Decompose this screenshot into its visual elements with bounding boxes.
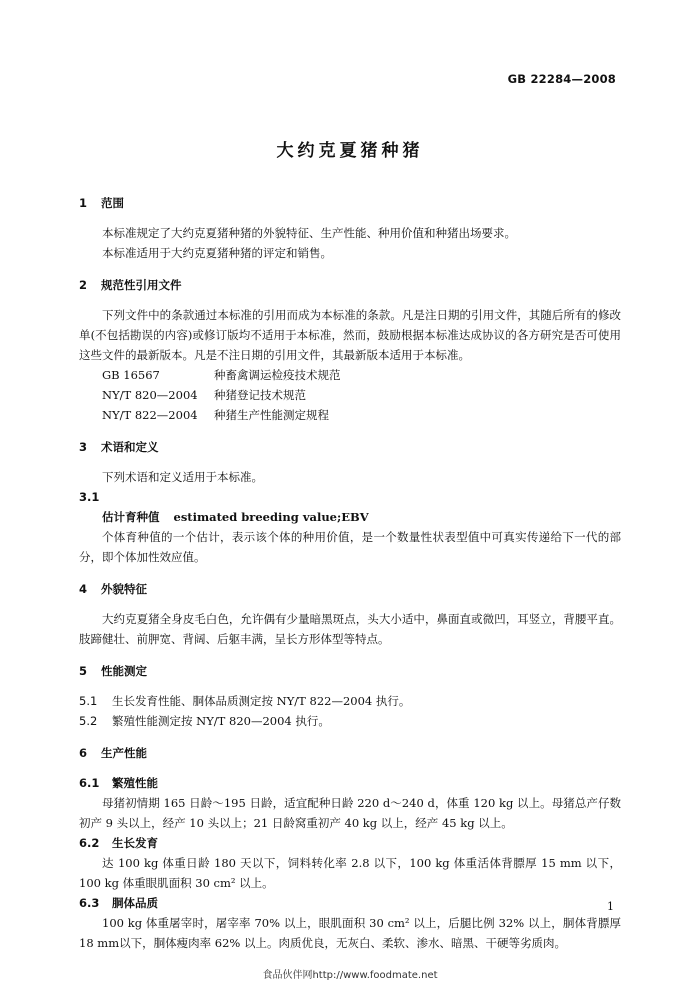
section-1-paragraph-2: 本标准适用于大约克夏猪种猪的评定和销售。 bbox=[102, 246, 332, 260]
term-entry bbox=[79, 507, 621, 527]
reference-item: GB 16567 种畜禽调运检疫技术规范 bbox=[102, 368, 341, 382]
section-5-heading: 5 性能测定 bbox=[79, 664, 147, 678]
document-body bbox=[79, 193, 621, 953]
standard-number: GB 22284—2008 bbox=[507, 72, 616, 86]
term-definition: 个体育种值的一个估计，表示该个体的种用价值，是一个数量性状表型值中可真实传递给下一代的部分，即个体加性效应值。 bbox=[79, 530, 621, 564]
reference-item: NY/T 820—2004 种猪登记技术规范 bbox=[102, 388, 306, 402]
section-3-intro: 下列术语和定义适用于本标准。 bbox=[102, 470, 263, 484]
section-2-intro: 下列文件中的条款通过本标准的引用而成为本标准的条款。凡是注日期的引用文件，其随后所有的修改单(不包括勘误的内容)或修订版均不适用于本标准，然而，鼓励根据本标准达成协议的各方研究是否可使用这些文件的最新版本。凡是不注日期的引用文件，其最新版本适用于本标准。 bbox=[79, 308, 621, 362]
footer-watermark[interactable]: 食品伙伴网http://www.foodmate.net bbox=[262, 970, 438, 981]
term-english: estimated breeding value;EBV bbox=[173, 510, 369, 524]
section-6-2-text: 达 100 kg 体重日龄 180 天以下，饲料转化率 2.8 以下，100 kg 体重活体背膘厚 15 mm 以下，100 kg 体重眼肌面积 30 cm² 以上。 bbox=[79, 856, 621, 890]
section-6-heading: 6 生产性能 bbox=[79, 746, 147, 760]
section-1-paragraph-1: 本标准规定了大约克夏猪种猪的外貌特征、生产性能、种用价值和种猪出场要求。 bbox=[102, 226, 516, 240]
section-4-heading: 4 外貌特征 bbox=[79, 582, 147, 596]
section-4-text: 大约克夏猪全身皮毛白色，允许偶有少量暗黑斑点，头大小适中，鼻面直或微凹，耳竖立，背腰平直。肢蹄健壮、前胛宽、背阔、后躯丰满，呈长方形体型等特点。 bbox=[79, 612, 621, 646]
section-5-2: 5.2 繁殖性能测定按 NY/T 820—2004 执行。 bbox=[79, 714, 330, 728]
section-5-1: 5.1 生长发育性能、胴体品质测定按 NY/T 822—2004 执行。 bbox=[79, 694, 411, 708]
section-6-3-text: 100 kg 体重屠宰时，屠宰率 70% 以上，眼肌面积 30 cm² 以上，后腿比例 32% 以上，胴体背膘厚 18 mm以下，胴体瘦肉率 62% 以上。肉质优良，无灰白、柔软、渗水、暗黑、干硬等劣质肉。 bbox=[79, 916, 621, 950]
section-3-heading: 3 术语和定义 bbox=[79, 440, 159, 454]
section-6-1-heading: 6.1 繁殖性能 bbox=[79, 776, 158, 790]
section-6-3-heading: 6.3 胴体品质 bbox=[79, 896, 158, 910]
term-chinese: 估计育种值 bbox=[102, 510, 160, 524]
section-3-1-number: 3.1 bbox=[79, 490, 100, 504]
page-number: 1 bbox=[607, 900, 614, 913]
document-title: 大约克夏猪种猪 bbox=[276, 141, 424, 161]
section-6-2-heading: 6.2 生长发育 bbox=[79, 836, 158, 850]
reference-item: NY/T 822—2004 种猪生产性能测定规程 bbox=[102, 408, 329, 422]
section-6-1-text: 母猪初情期 165 日龄～195 日龄，适宜配种日龄 220 d～240 d，体重 120 kg 以上。母猪总产仔数初产 9 头以上，经产 10 头以上；21 日龄窝重初产 40 kg 以上，经产 45 kg 以上。 bbox=[79, 796, 621, 830]
section-1-heading: 1 范围 bbox=[79, 196, 124, 210]
section-2-heading: 2 规范性引用文件 bbox=[79, 278, 182, 292]
